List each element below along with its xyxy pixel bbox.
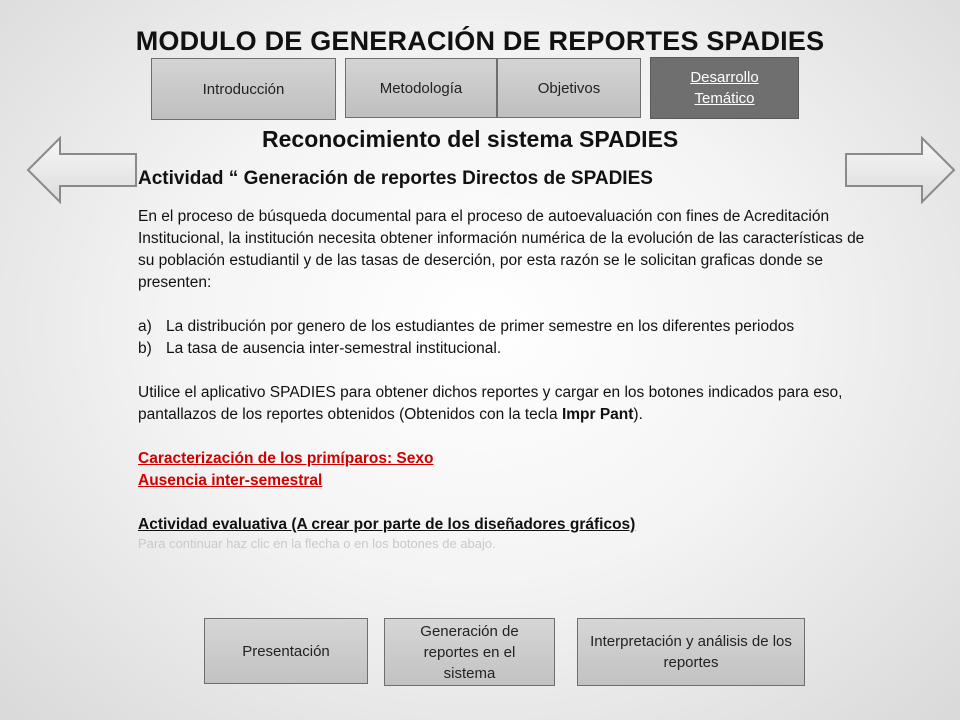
requirements-list <box>138 316 868 360</box>
list-text: La tasa de ausencia inter-semestral institucional. <box>166 340 502 357</box>
prev-arrow-icon[interactable] <box>26 136 138 204</box>
interpretacion-analisis-button[interactable] <box>577 618 805 686</box>
tab-introduccion[interactable] <box>151 58 336 120</box>
presentacion-button[interactable] <box>204 618 368 684</box>
tab-label: Introducción <box>202 80 285 98</box>
activity-content <box>138 168 868 551</box>
tab-metodologia[interactable] <box>345 58 497 118</box>
continue-hint: Para continuar haz clic en la flecha o en los botones de abajo. <box>138 536 496 551</box>
generacion-reportes-button[interactable] <box>384 618 555 686</box>
list-text: La distribución por genero de los estudiantes de primer semestre en los diferentes periodos <box>166 318 795 335</box>
list-item <box>138 316 868 338</box>
intro-paragraph: En el proceso de búsqueda documental para el proceso de autoevaluación con fines de Acreditación Institucional, la institución necesita obtener información numérica de la evolución de las características de su población estudiantil y de las tasas de deserción, por esta razón se le solicitan graficas donde se presenten: <box>138 208 865 291</box>
page-title: MODULO DE GENERACIÓN DE REPORTES SPADIES <box>135 26 825 56</box>
button-label: Presentación <box>242 642 330 660</box>
tab-desarrollo-tematico[interactable] <box>650 57 799 119</box>
tab-label: Objetivos <box>537 79 601 97</box>
link-caracterizacion-primiparos[interactable]: Caracterización de los primíparos: Sexo <box>138 450 434 467</box>
list-item <box>138 338 868 360</box>
list-marker: b) <box>138 340 152 357</box>
button-label: Interpretación y análisis de los reportes <box>590 633 792 671</box>
instructions-text: Utilice el aplicativo SPADIES para obtener dichos reportes y cargar en los botones indicados para eso, pantallazos de los reportes obtenidos (Obtenidos con la tecla <box>138 384 843 423</box>
list-marker: a) <box>138 318 152 335</box>
button-label: Generación de reportes en el sistema <box>420 622 519 682</box>
link-ausencia-intersemestral[interactable]: Ausencia inter-semestral <box>138 472 323 489</box>
key-name: Impr Pant <box>561 406 634 423</box>
section-subtitle: Reconocimiento del sistema SPADIES <box>262 126 679 152</box>
activity-title: Actividad “ Generación de reportes Directos de SPADIES <box>138 168 653 189</box>
tab-objetivos[interactable] <box>497 58 641 118</box>
tab-label: Desarrollo Temático <box>690 69 759 107</box>
evaluative-activity: Actividad evaluativa (A crear por parte de los diseñadores gráficos) <box>138 516 636 533</box>
instructions-end: ). <box>633 406 643 423</box>
tab-label: Metodología <box>379 79 463 97</box>
instructions-paragraph <box>138 382 868 426</box>
